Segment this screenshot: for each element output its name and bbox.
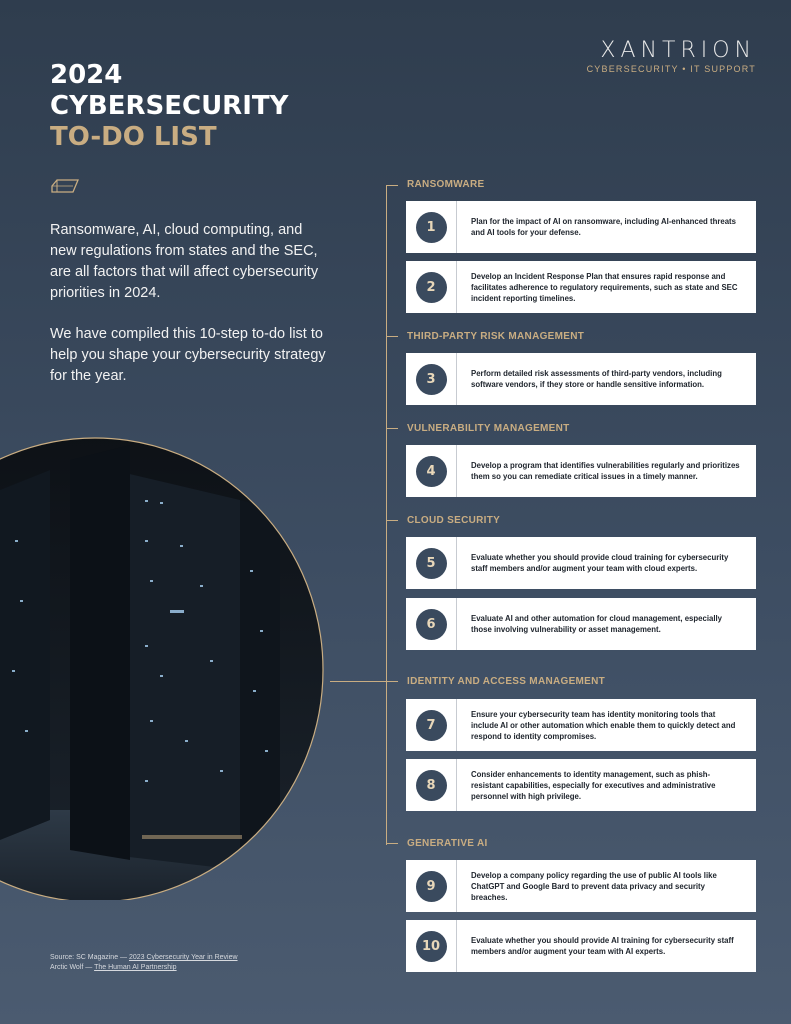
section-ransomware: RANSOMWARE bbox=[407, 179, 485, 190]
todo-card-8 bbox=[406, 759, 756, 811]
title-year: 2024 bbox=[50, 60, 123, 90]
timeline-line bbox=[386, 185, 387, 845]
todo-card-7 bbox=[406, 699, 756, 751]
logo-tagline: CYBERSECURITY • IT SUPPORT bbox=[586, 64, 756, 74]
step-number: 6 bbox=[416, 609, 447, 640]
section-third-party: THIRD-PARTY RISK MANAGEMENT bbox=[407, 331, 585, 342]
step-text: Plan for the impact of AI on ransomware, including AI-enhanced threats and AI tools for your defense. bbox=[471, 217, 736, 237]
page-title bbox=[50, 60, 288, 153]
source-2-link[interactable]: The Human AI Partnership bbox=[94, 964, 177, 971]
intro-paragraph-2: We have compiled this 10-step to-do list to help you shape your cybersecurity strategy for the year. bbox=[50, 326, 326, 384]
step-text: Evaluate AI and other automation for cloud management, especially those involving vulnerability or asset management. bbox=[471, 614, 723, 634]
intro-paragraph-1: Ransomware, AI, cloud computing, and new regulations from states and the SEC, are all factors that will affect cybersecurity priorities in 2024. bbox=[50, 222, 319, 301]
brand-logo bbox=[587, 38, 756, 74]
title-sub: TO-DO LIST bbox=[50, 122, 217, 152]
source-1-link[interactable]: 2023 Cybersecurity Year in Review bbox=[128, 954, 238, 961]
source-2-prefix: Arctic Wolf — bbox=[50, 964, 95, 971]
title-main: CYBERSECURITY bbox=[50, 91, 289, 121]
step-number: 1 bbox=[416, 212, 447, 243]
step-number: 9 bbox=[416, 871, 447, 902]
sources-note bbox=[50, 953, 238, 973]
todo-card-6 bbox=[406, 598, 756, 650]
step-text: Evaluate whether you should provide AI training for cybersecurity staff members and/or augment your team with AI experts. bbox=[471, 936, 734, 956]
step-text: Evaluate whether you should provide cloud training for cybersecurity staff members and/or augment your team with cloud experts. bbox=[471, 553, 729, 573]
todo-card-10 bbox=[406, 920, 756, 972]
bar-icon bbox=[50, 178, 80, 194]
todo-card-1 bbox=[406, 201, 756, 253]
step-number: 4 bbox=[416, 456, 447, 487]
intro-text bbox=[50, 220, 330, 407]
timeline-tick bbox=[386, 520, 398, 521]
step-text: Develop a program that identifies vulnerabilities regularly and prioritizes them so you can remediate critical issues in a timely manner. bbox=[471, 461, 740, 481]
step-number: 2 bbox=[416, 272, 447, 303]
todo-card-4 bbox=[406, 445, 756, 497]
timeline-tick bbox=[386, 336, 398, 337]
source-1-prefix: Source: SC Magazine — bbox=[50, 954, 129, 961]
step-text: Ensure your cybersecurity team has identity monitoring tools that include AI or other automation which enable them to quickly detect and respond to identity compromises. bbox=[471, 709, 736, 741]
step-number: 5 bbox=[416, 548, 447, 579]
server-rack-photo bbox=[0, 430, 328, 900]
step-text: Perform detailed risk assessments of third-party vendors, including software vendors, if they store or handle sensitive information. bbox=[471, 369, 722, 389]
step-number: 10 bbox=[416, 931, 447, 962]
step-number: 7 bbox=[416, 710, 447, 741]
todo-card-5 bbox=[406, 537, 756, 589]
step-text: Develop an Incident Response Plan that ensures rapid response and facilitates adherence to regulatory requirements, such as state and SEC incident reporting timelines. bbox=[471, 271, 738, 303]
todo-card-2 bbox=[406, 261, 756, 313]
todo-card-9 bbox=[406, 860, 756, 912]
step-number: 8 bbox=[416, 770, 447, 801]
timeline-tick bbox=[386, 185, 398, 186]
step-text: Consider enhancements to identity management, such as phish-resistant capabilities, especially for executives and administrative personnel with high privilege. bbox=[471, 769, 716, 801]
timeline-tick bbox=[386, 428, 398, 429]
section-cloud: CLOUD SECURITY bbox=[407, 515, 501, 526]
section-identity: IDENTITY AND ACCESS MANAGEMENT bbox=[407, 676, 606, 687]
timeline-tick bbox=[386, 843, 398, 844]
timeline-tick bbox=[330, 681, 398, 682]
step-number: 3 bbox=[416, 364, 447, 395]
logo-name: XANTRION bbox=[600, 38, 756, 63]
section-vulnerability: VULNERABILITY MANAGEMENT bbox=[407, 423, 570, 434]
section-generative-ai: GENERATIVE AI bbox=[407, 838, 488, 849]
step-text: Develop a company policy regarding the use of public AI tools like ChatGPT and Google Bard to prevent data privacy and security breaches. bbox=[471, 870, 717, 902]
todo-card-3 bbox=[406, 353, 756, 405]
